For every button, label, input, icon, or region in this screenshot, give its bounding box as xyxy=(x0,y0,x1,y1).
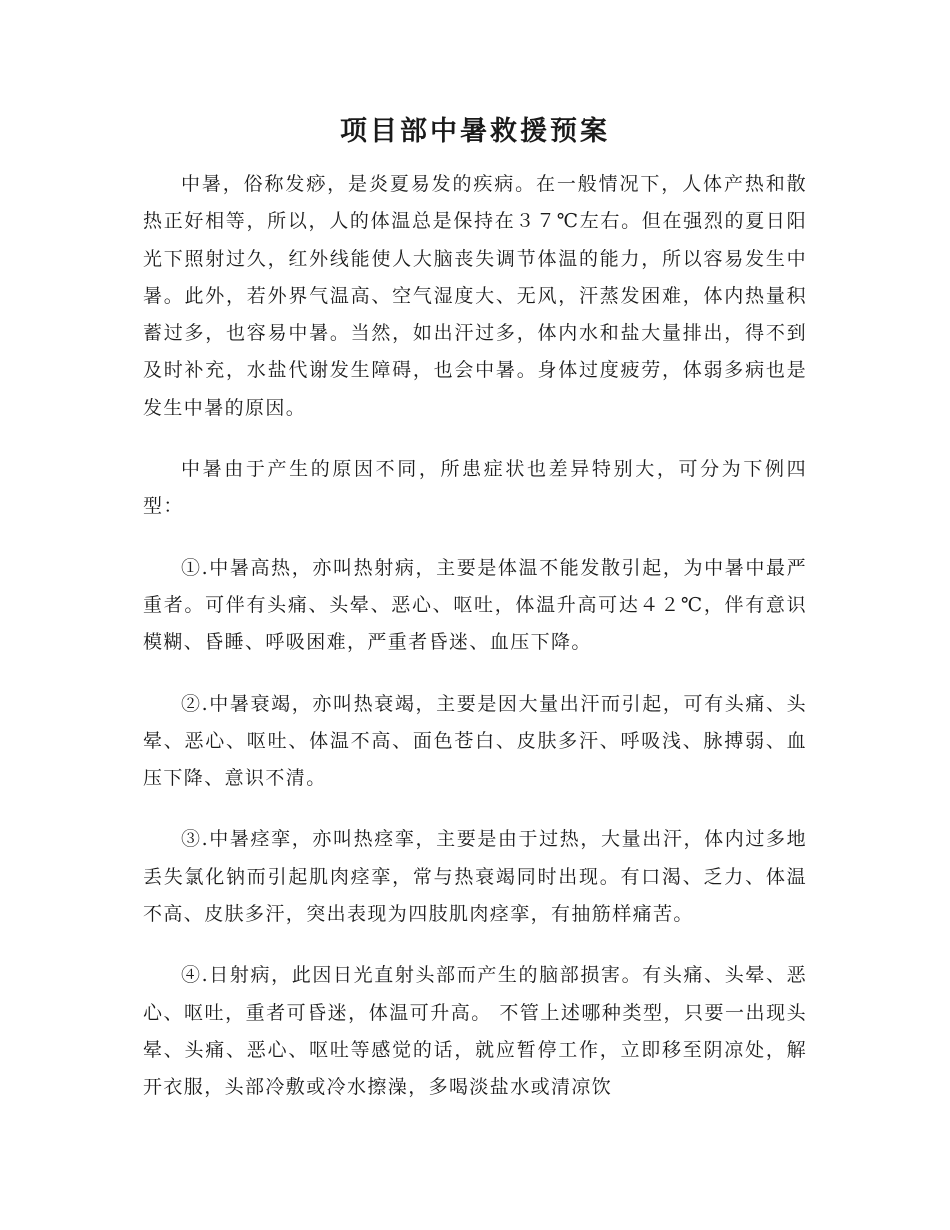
document-body xyxy=(143,166,807,1131)
paragraph-type-3: ③.中暑痉挛，亦叫热痉挛，主要是由于过热，大量出汗，体内过多地丢失氯化钠而引起肌肉痉挛，常与热衰竭同时出现。有口渴、乏力、体温不高、皮肤多汗，突出表现为四肢肌肉痉挛，有抽筋样痛苦。 xyxy=(143,828,807,926)
paragraph-type-4: ④.日射病，此因日光直射头部而产生的脑部损害。有头痛、头晕、恶心、呕吐，重者可昏迷，体温可升高。 不管上述哪种类型，只要一出现头晕、头痛、恶心、呕吐等感觉的话，就应暂停工作，立即移至阴凉处，解开衣服，头部冷敷或冷水擦澡，多喝淡盐水或清凉饮 xyxy=(143,964,807,1099)
paragraph-type-1: ①.中暑高热，亦叫热射病，主要是体温不能发散引起，为中暑中最严重者。可伴有头痛、头晕、恶心、呕吐，体温升高可达４２℃，伴有意识模糊、昏睡、呼吸困难，严重者昏迷、血压下降。 xyxy=(143,556,807,654)
document-title: 项目部中暑救援预案 xyxy=(340,116,610,147)
paragraph-intro: 中暑，俗称发痧，是炎夏易发的疾病。在一般情况下，人体产热和散热正好相等，所以，人的体温总是保持在３７℃左右。但在强烈的夏日阳光下照射过久，红外线能使人大脑丧失调节体温的能力，所以容易发生中暑。此外，若外界气温高、空气湿度大、无风，汗蒸发困难，体内热量积蓄过多，也容易中暑。当然，如出汗过多，体内水和盐大量排出，得不到及时补充，水盐代谢发生障碍，也会中暑。身体过度疲劳，体弱多病也是发生中暑的原因。 xyxy=(143,173,807,419)
paragraph-types-intro: 中暑由于产生的原因不同，所患症状也差异特别大，可分为下例四型： xyxy=(143,458,807,518)
paragraph-type-2: ②.中暑衰竭，亦叫热衰竭，主要是因大量出汗而引起，可有头痛、头晕、恶心、呕吐、体温不高、面色苍白、皮肤多汗、呼吸浅、脉搏弱、血压下降、意识不清。 xyxy=(143,692,807,790)
